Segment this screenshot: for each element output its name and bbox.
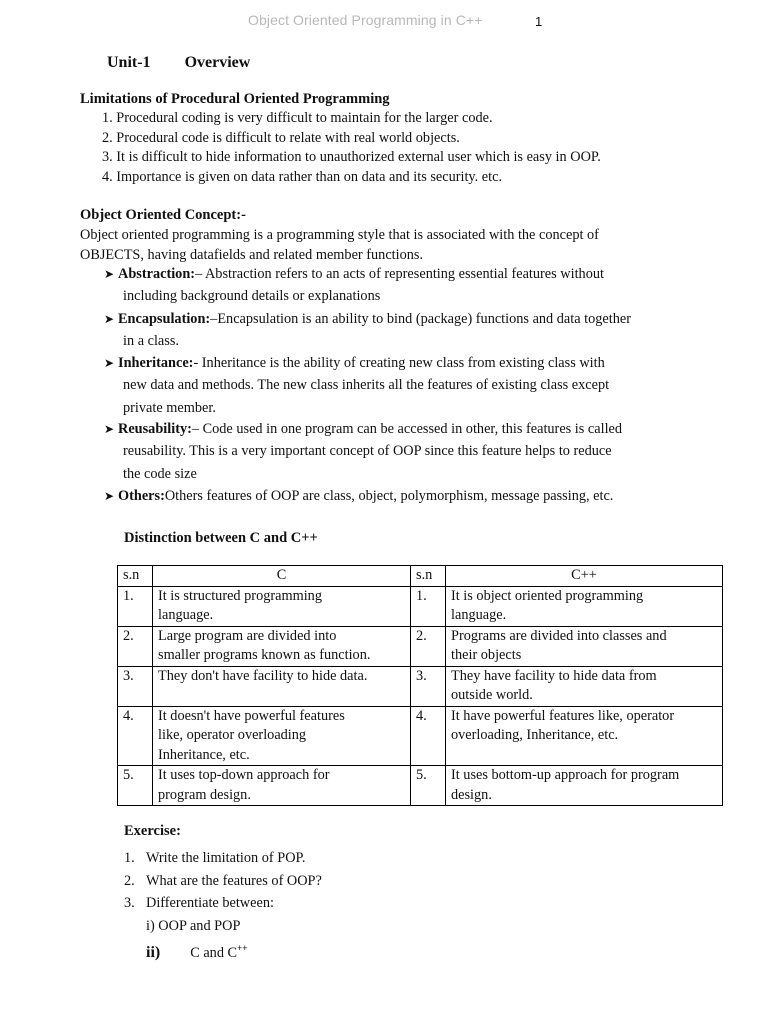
list-item: [124, 892, 322, 915]
table-cell: [446, 586, 723, 626]
table-cell: [153, 666, 411, 706]
cell-line: language.: [158, 607, 214, 623]
feature-term: Encapsulation:: [118, 311, 211, 327]
feature-text: in a class.: [123, 333, 179, 350]
cell-line: overloading, Inheritance, etc.: [451, 727, 619, 743]
sub-item-text: C and C: [190, 944, 238, 961]
exercise-number: 1.: [124, 850, 135, 866]
feature-reusability: [104, 418, 714, 485]
table-cell: 4.: [118, 706, 153, 766]
column-header: C: [153, 566, 411, 587]
exercise-list: [124, 847, 322, 964]
table-cell: 3.: [118, 666, 153, 706]
feature-term: Others:: [118, 488, 165, 504]
feature-others: [104, 485, 714, 507]
exercise-number: 2.: [124, 872, 135, 889]
feature-inheritance: [104, 352, 714, 419]
table-cell: 5.: [118, 766, 153, 806]
cell-line: It uses top-down approach for: [158, 767, 330, 783]
unit-label: Unit-1: [107, 54, 151, 71]
table-cell: 1.: [411, 586, 446, 626]
table-row: [118, 706, 723, 766]
feature-text: the code size: [123, 465, 197, 482]
table-cell: [446, 626, 723, 666]
limitations-heading: Limitations of Procedural Oriented Programming: [80, 91, 390, 107]
table-row: [118, 626, 723, 666]
table-row: [118, 766, 723, 806]
exercise-number: 3.: [124, 895, 135, 911]
cell-line: program design.: [158, 786, 251, 803]
cell-line: Inheritance, etc.: [158, 746, 250, 763]
table-cell: 2.: [118, 626, 153, 666]
concept-heading: Object Oriented Concept:-: [80, 207, 246, 223]
arrow-bullet-icon: ➤: [104, 489, 115, 503]
table-cell: 1.: [118, 586, 153, 626]
cell-line: It is structured programming: [158, 587, 322, 604]
feature-text: Others features of OOP are class, object, polymorphism, message passing, etc.: [164, 488, 614, 504]
concept-intro-line: Object oriented programming is a programming style that is associated with the concept of: [80, 227, 599, 243]
arrow-bullet-icon: ➤: [104, 356, 115, 370]
page-number: 1: [535, 14, 543, 29]
feature-text: - Inheritance is the ability of creating new class from existing class with: [193, 355, 605, 371]
feature-text: – Code used in one program can be accessed in other, this features is called: [191, 421, 623, 437]
feature-text: reusability. This is a very important concept of OOP since this feature helps to reduce: [123, 443, 612, 460]
feature-abstraction: [104, 263, 714, 308]
sub-item: [124, 937, 322, 964]
table-cell: 3.: [411, 666, 446, 706]
running-header-title: Object Oriented Programming in C++: [248, 12, 483, 28]
cell-line: It have powerful features like, operator: [451, 707, 675, 724]
table-cell: [153, 626, 411, 666]
cell-line: smaller programs known as function.: [158, 647, 371, 663]
cell-line: They don't have facility to hide data.: [158, 667, 368, 684]
table-cell: 5.: [411, 766, 446, 806]
cell-line: It uses bottom-up approach for program: [451, 767, 680, 783]
table-cell: [153, 706, 411, 766]
exercise-text: Differentiate between:: [146, 895, 274, 911]
feature-text: – Abstraction refers to an acts of representing essential features without: [195, 266, 604, 282]
list-item: 1. Procedural coding is very difficult to maintain for the larger code.: [102, 110, 493, 126]
list-item: 2. Procedural code is difficult to relate with real world objects.: [102, 129, 460, 146]
table-row: [118, 586, 723, 626]
list-item: 3. It is difficult to hide information to unauthorized external user which is easy in OOP.: [102, 149, 601, 165]
sub-item: i) OOP and POP: [146, 917, 241, 934]
column-header: s.n: [411, 566, 446, 587]
cell-line: It doesn't have powerful features: [158, 707, 345, 724]
unit-heading: [107, 54, 250, 72]
feature-encapsulation: [104, 308, 714, 353]
distinction-heading: Distinction between C and C++: [124, 530, 318, 546]
feature-term: Reusability:: [118, 421, 192, 437]
table-cell: [446, 666, 723, 706]
sub-item-sup: ++: [237, 943, 248, 953]
cell-line: their objects: [451, 647, 522, 663]
table-cell: [153, 766, 411, 806]
concept-intro-line: OBJECTS, having datafields and related member functions.: [80, 246, 424, 263]
column-header: s.n: [118, 566, 153, 587]
feature-text: private member.: [123, 399, 216, 416]
feature-text: new data and methods. The new class inherits all the features of existing class except: [123, 377, 610, 394]
arrow-bullet-icon: ➤: [104, 312, 115, 326]
table-cell: [446, 706, 723, 766]
table-cell: [446, 766, 723, 806]
exercise-text: Write the limitation of POP.: [146, 850, 306, 866]
cell-line: like, operator overloading: [158, 727, 307, 743]
arrow-bullet-icon: ➤: [104, 267, 115, 281]
table-cell: [153, 586, 411, 626]
concept-intro: [80, 226, 599, 265]
table-header-row: [118, 566, 723, 587]
cell-line: It is object oriented programming: [451, 587, 644, 604]
table-cell: 4.: [411, 706, 446, 766]
list-item: [124, 847, 322, 870]
feature-term: Inheritance:: [118, 355, 194, 371]
table-cell: 2.: [411, 626, 446, 666]
feature-term: Abstraction:: [118, 266, 196, 282]
exercise-text: What are the features of OOP?: [146, 872, 322, 889]
column-header: C++: [446, 566, 723, 587]
cell-line: Programs are divided into classes and: [451, 627, 667, 644]
sub-item-label: ii): [146, 943, 161, 961]
limitations-list: [102, 109, 601, 187]
comparison-table: [117, 565, 723, 806]
feature-text: including background details or explanations: [123, 288, 381, 305]
feature-text: –Encapsulation is an ability to bind (package) functions and data together: [210, 311, 632, 327]
list-item: 4. Importance is given on data rather than on data and its security. etc.: [102, 168, 503, 185]
cell-line: Large program are divided into: [158, 627, 337, 644]
table-row: [118, 666, 723, 706]
unit-title: Overview: [184, 54, 251, 71]
arrow-bullet-icon: ➤: [104, 422, 115, 436]
exercise-heading: Exercise:: [124, 823, 181, 839]
cell-line: outside world.: [451, 687, 533, 703]
list-item: [124, 870, 322, 893]
cell-line: They have facility to hide data from: [451, 667, 657, 684]
cell-line: design.: [451, 786, 492, 803]
cell-line: language.: [451, 607, 507, 623]
